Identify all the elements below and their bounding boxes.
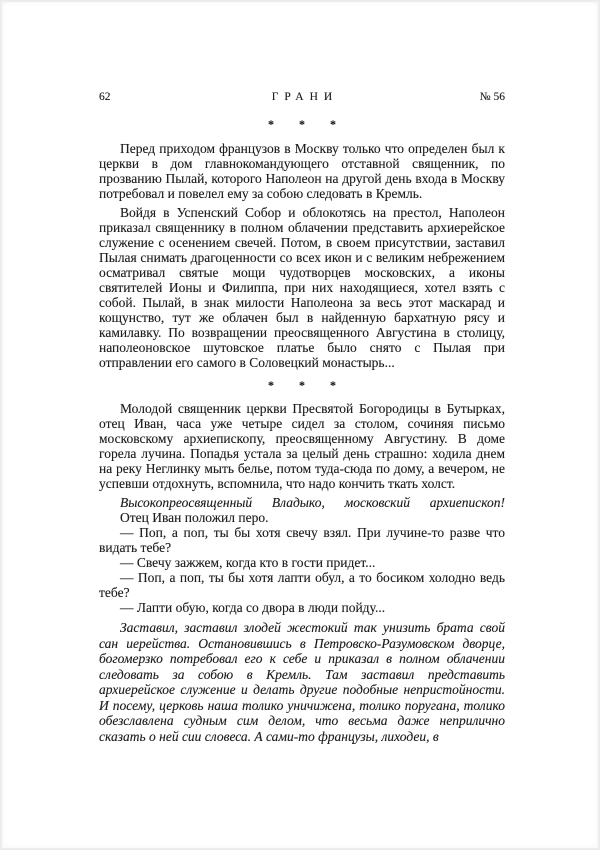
- running-header: [99, 91, 505, 103]
- text-column: [99, 2, 505, 744]
- issue-number: № 56: [479, 91, 505, 103]
- paragraph-uspensky-cathedral: Войдя в Успенский Собор и облокотясь на престол, Наполеон приказал священнику в полном облачении представить архиерейское служение с осенением свечей. Потом, в своем присутствии, заставил Пылая снимать драгоценности со всех икон и с великим небрежением осматривал святые мощи чудотворцев московских, а иконы святителей Ионы и Филиппа, при них находящиеся, хотел взять с собой. Пылай, в знак милости Наполеона за весь этот маскарад и кощунство, тут же облачен был в найденную бархатную рясу и камилавку. По возвращении преосвященного Августина в столицу, наполеоновское шутовское платье было снято с Пылая при отправлении его самого в Соловецкий монастырь...: [99, 205, 505, 370]
- narration-line: Отец Иван положил перо.: [120, 510, 269, 525]
- letter-paragraph: Заставил, заставил злодей жестокий так унизить брата свой сан иерейства. Остановившись в Петровско-Разумовском дворце, богомерзко потребовал его к себе и приказал в полном облачении следовать за собою в Кремль. Там заставил представить архиерейское служение и делать другие подобные непристойности. И посему, церковь наша толико уничижена, толико поругана, толико обезславлена судным сим делом, что весьма даже неприлично сказать о ней сии словеса. А сами-то французы, лиходеи, в: [99, 620, 505, 744]
- journal-title: ГРАНИ: [271, 91, 339, 103]
- dialogue-line: — Поп, а поп, ты бы хотя свечу взял. При лучине-то разве что видать тебе?: [99, 525, 505, 555]
- dialogue-line: — Свечу зажжем, когда кто в гости придет...: [120, 555, 376, 570]
- section-separator: * * *: [268, 378, 347, 392]
- letter-salutation-line: Высокопреосвященный Владыко, московский архиепископ!: [120, 495, 505, 510]
- paragraph-father-ivan: Молодой священник церкви Пресвятой Богородицы в Бутырках, отец Иван, часа уже четыре сидел за столом, сочиняя письмо московскому архиепископу, преосвященному Августину. В доме горела лучина. Попадья устала за целый день страшно: ходила днем на реку Неглинку мыть белье, потом туда-сюда по дому, а вечером, не успевши отдохнуть, вспомнила, что надо кончить ткать холст.: [99, 401, 505, 491]
- dialogue-line: — Лапти обую, когда со двора в люди пойду...: [120, 600, 386, 615]
- dialogue-line: — Поп, а поп, ты бы хотя лапти обул, а то босиком холодно ведь тебе?: [99, 570, 505, 600]
- paragraph-pylai-intro: Перед приходом французов в Москву только что определен был к церкви в дом главнокомандующего отставной священник, по прозванию Пылай, которого Наполеон на другой день входа в Москву потребовал и повелел ему за собою следовать в Кремль.: [99, 141, 505, 201]
- page-number: 62: [99, 91, 111, 103]
- section-separator: * * *: [268, 117, 347, 131]
